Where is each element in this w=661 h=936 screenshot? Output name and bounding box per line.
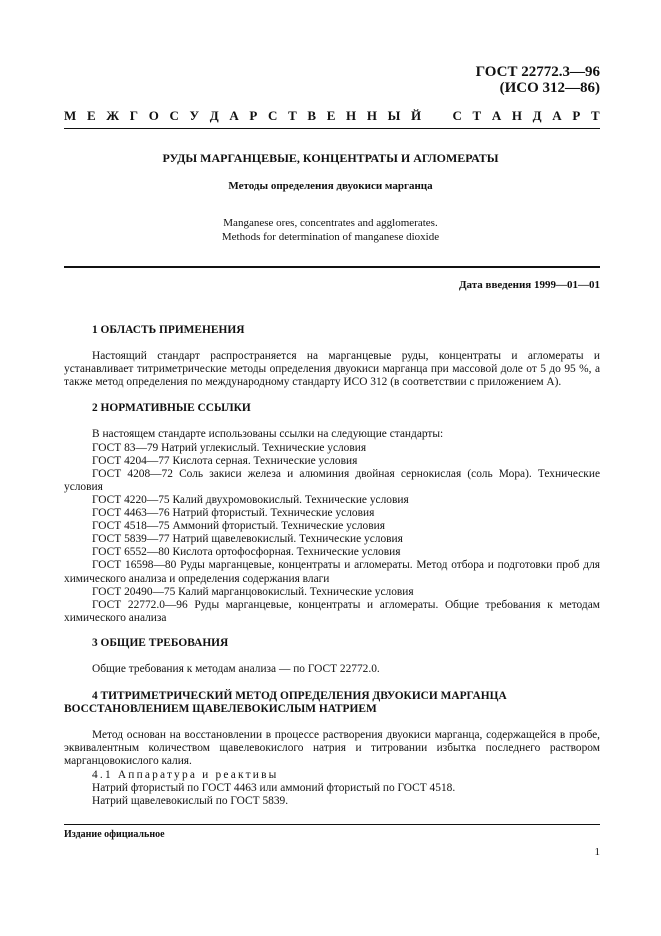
banner-letter: О bbox=[148, 108, 159, 123]
reference-item: ГОСТ 16598—80 Руды марганцевые, концентраты и агломераты. Метод отбора и подготовки проб для химического анализа и определения содержания влаги bbox=[64, 559, 600, 585]
header-rule bbox=[64, 128, 600, 129]
footer-rule bbox=[64, 824, 600, 825]
title-rule bbox=[64, 266, 600, 268]
section-2-heading: 2 НОРМАТИВНЫЕ ССЫЛКИ bbox=[92, 402, 251, 415]
banner-word-gap bbox=[432, 108, 442, 124]
banner-letter: Д bbox=[532, 108, 542, 123]
banner-letter: Н bbox=[346, 108, 357, 123]
banner-letter: С bbox=[169, 108, 179, 123]
banner-letter: А bbox=[552, 108, 562, 123]
reagent-item: Натрий щавелевокислый по ГОСТ 5839. bbox=[92, 794, 289, 807]
banner-letter: А bbox=[491, 108, 502, 123]
banner-letter: Т bbox=[288, 108, 297, 123]
document-body bbox=[64, 324, 600, 808]
banner-letter: Н bbox=[511, 108, 523, 123]
section-2-intro: В настоящем стандарте использованы ссылки на следующие стандарты: bbox=[92, 428, 444, 441]
reference-item: ГОСТ 22772.0—96 Руды марганцевые, концентраты и агломераты. Общие требования к методам химического анализа bbox=[64, 598, 600, 624]
banner-letter: Н bbox=[366, 108, 377, 123]
reference-item: ГОСТ 5839—77 Натрий щавелевокислый. Технические условия bbox=[92, 533, 403, 546]
iso-number: (ИСО 312—86) bbox=[499, 80, 600, 96]
gost-number: ГОСТ 22772.3—96 bbox=[475, 64, 600, 80]
document-subtitle: Методы определения двуокиси марганца bbox=[228, 180, 433, 192]
gost-designation bbox=[476, 64, 600, 96]
reference-item: ГОСТ 20490—75 Калий марганцовокислый. Технические условия bbox=[92, 585, 414, 598]
reference-item: ГОСТ 4208—72 Соль закиси железа и алюминия двойная сернокислая (соль Мора). Технические условия bbox=[64, 467, 600, 493]
english-title-line-1: Manganese ores, concentrates and agglomerates. bbox=[223, 217, 438, 229]
reference-item: ГОСТ 4204—77 Кислота серная. Технические условия bbox=[92, 454, 358, 467]
banner-letter: Д bbox=[209, 108, 219, 123]
reference-item: ГОСТ 4463—76 Натрий фтористый. Технические условия bbox=[92, 507, 375, 520]
section-4-heading-line-1: 4 ТИТРИМЕТРИЧЕСКИЙ МЕТОД ОПРЕДЕЛЕНИЯ ДВУОКИСИ МАРГАНЦА bbox=[92, 690, 507, 703]
section-4-text: Метод основан на восстановлении в процессе растворения двуокиси марганца, содержащейся в пробе, эквивалентным количеством щавелевокислого натрия и титровании избытка последнего раствором марганцовокислого калия. bbox=[64, 729, 600, 768]
banner-letter: Р bbox=[249, 108, 258, 123]
page-number: 1 bbox=[594, 846, 600, 858]
official-edition-label: Издание официальное bbox=[64, 829, 165, 840]
english-title bbox=[0, 216, 661, 244]
interstate-standard-banner bbox=[64, 108, 600, 124]
banner-letter: Р bbox=[572, 108, 581, 123]
section-4-heading-line-2: ВОССТАНОВЛЕНИЕМ ЩАВЕЛЕВОКИСЛЫМ НАТРИЕМ bbox=[64, 703, 377, 716]
section-1-text: Настоящий стандарт распространяется на марганцевые руды, концентраты и агломераты и устанавливает титриметрические методы определения двуокиси марганца при массовой доле от 5 до 95 %, а также метод определения по международному стандарту ИСО 312 (в соответствии с приложением А). bbox=[64, 350, 600, 389]
banner-letter: У bbox=[189, 108, 200, 123]
banner-letter: Т bbox=[472, 108, 482, 123]
banner-letter: Е bbox=[326, 108, 336, 123]
reference-item: ГОСТ 4220—75 Калий двухромовокислый. Технические условия bbox=[92, 493, 409, 506]
banner-letter: Е bbox=[86, 108, 96, 123]
section-3-text: Общие требования к методам анализа — по ГОСТ 22772.0. bbox=[92, 662, 380, 675]
document-title: РУДЫ МАРГАНЦЕВЫЕ, КОНЦЕНТРАТЫ И АГЛОМЕРАТЫ bbox=[162, 151, 499, 165]
reference-item: ГОСТ 83—79 Натрий углекислый. Технические условия bbox=[92, 441, 367, 454]
reference-item: ГОСТ 4518—75 Аммоний фтористый. Технические условия bbox=[92, 520, 385, 533]
banner-letter: В bbox=[307, 108, 317, 123]
banner-letter: А bbox=[229, 108, 239, 123]
introduction-date: Дата введения 1999—01—01 bbox=[458, 279, 600, 291]
english-title-line-2: Methods for determination of manganese dioxide bbox=[221, 231, 440, 243]
banner-letter: Т bbox=[590, 108, 600, 123]
section-4-1-heading: 4.1 Аппаратура и реактивы bbox=[92, 768, 279, 781]
banner-letter: Ы bbox=[387, 108, 401, 123]
reference-item: ГОСТ 6552—80 Кислота ортофосфорная. Технические условия bbox=[92, 546, 401, 559]
banner-letter: Г bbox=[129, 108, 139, 123]
banner-letter: Ж bbox=[106, 108, 120, 123]
reagent-item: Натрий фтористый по ГОСТ 4463 или аммоний фтористый по ГОСТ 4518. bbox=[92, 781, 456, 794]
section-1-heading: 1 ОБЛАСТЬ ПРИМЕНЕНИЯ bbox=[92, 324, 245, 336]
banner-letter: М bbox=[64, 108, 77, 123]
banner-letter: Й bbox=[411, 108, 422, 123]
section-3-heading: 3 ОБЩИЕ ТРЕБОВАНИЯ bbox=[92, 636, 229, 649]
banner-letter: С bbox=[268, 108, 278, 123]
banner-letter: С bbox=[452, 108, 462, 123]
